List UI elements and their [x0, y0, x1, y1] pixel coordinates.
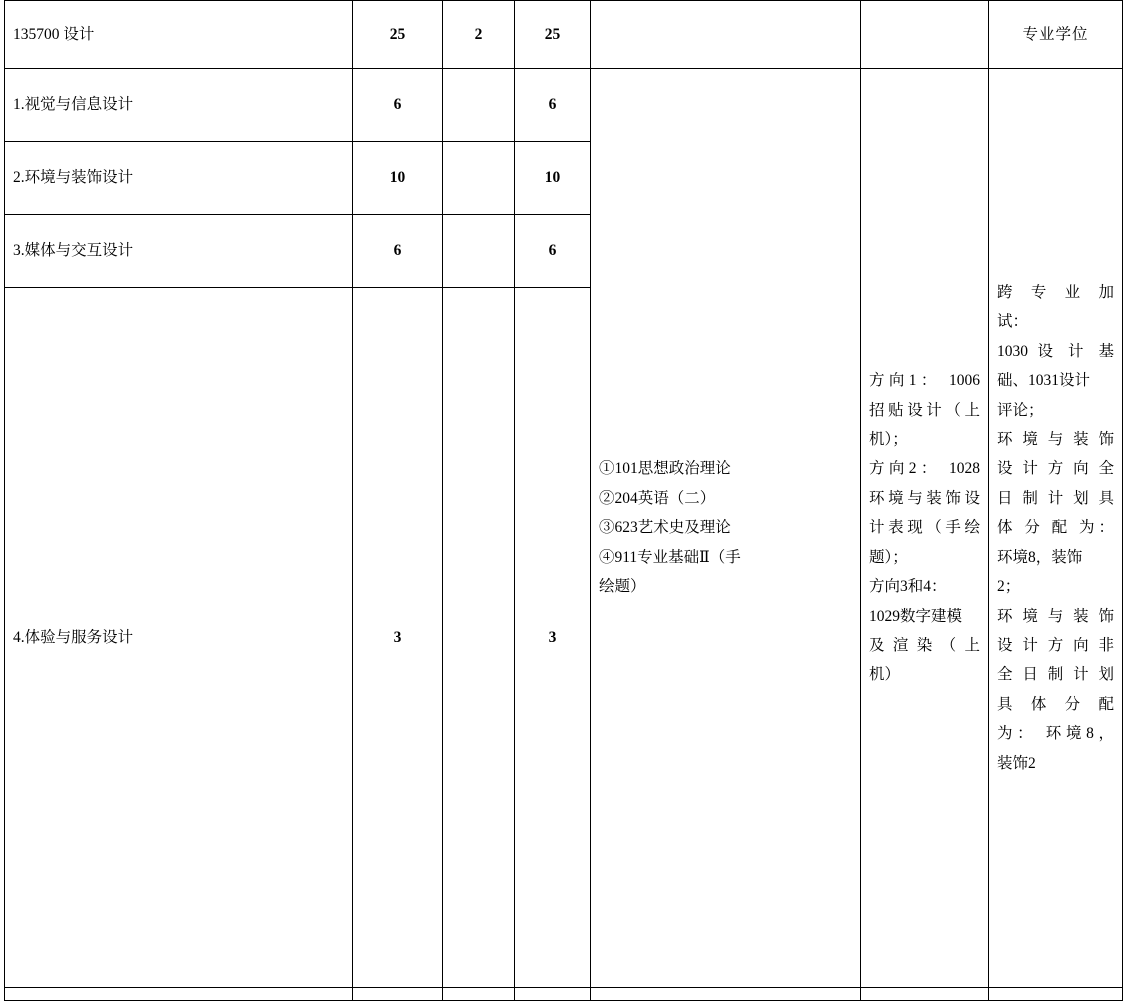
note-line-10: 环境8，装饰	[997, 548, 1083, 566]
direction-tuimian-2	[443, 142, 515, 215]
retest-line-5: 环境与装饰设	[869, 489, 980, 507]
note-line-17: 装饰2	[997, 754, 1036, 772]
next-row-exam-cell	[591, 988, 861, 1001]
note-line-6: 环 境 与 装 饰	[997, 430, 1114, 448]
retest-line-1: 方向1： 1006	[869, 372, 980, 390]
next-row-plan-cell	[515, 988, 591, 1001]
note-line-13: 设 计 方 向 非	[997, 637, 1114, 655]
retest-line-3: 机）；	[869, 430, 908, 448]
table-row-partial	[5, 988, 1123, 1001]
note-line-14: 全 日 制 计 划	[997, 666, 1114, 684]
exam-subject-line-3: ③623艺术史及理论	[599, 519, 731, 537]
retest-line-7: 题）；	[869, 548, 908, 566]
exam-subject-line-5: 绘题）	[599, 578, 646, 596]
direction-plan-1: 6	[515, 69, 591, 142]
direction-plan-4: 3	[515, 288, 591, 988]
retest-line-2: 招贴设计（上	[869, 401, 980, 419]
note-line-5: 评论；	[997, 401, 1044, 419]
note-line-1: 跨 专 业 加	[997, 283, 1114, 301]
direction-tuimian-4	[443, 288, 515, 988]
note-line-4: 础、1031设计	[997, 372, 1091, 390]
major-total-count: 25	[353, 1, 443, 69]
direction-tuimian-3	[443, 215, 515, 288]
table-row	[5, 69, 1123, 142]
direction-name-3: 3.媒体与交互设计	[5, 215, 353, 288]
note-line-12: 环 境 与 装 饰	[997, 607, 1114, 625]
exam-subject-line-1: ①101思想政治理论	[599, 460, 731, 478]
notes-cell	[989, 69, 1123, 988]
note-line-7: 设 计 方 向 全	[997, 460, 1114, 478]
admissions-table	[4, 0, 1123, 1001]
retest-line-11: 机）	[869, 666, 901, 684]
note-line-11: 2；	[997, 578, 1021, 596]
retest-line-6: 计表现（手绘	[869, 519, 980, 537]
retest-line-10: 及 渲 染 （ 上	[869, 637, 980, 655]
direction-name-4: 4.体验与服务设计	[5, 288, 353, 988]
degree-type-label: 专业学位	[989, 1, 1123, 69]
direction-plan-3: 6	[515, 215, 591, 288]
direction-total-1: 6	[353, 69, 443, 142]
exam-subjects-cell	[591, 69, 861, 988]
major-plan-count: 25	[515, 1, 591, 69]
table-row	[5, 1, 1123, 69]
next-row-total-cell	[353, 988, 443, 1001]
direction-tuimian-1	[443, 69, 515, 142]
note-line-16: 为： 环境8，	[997, 725, 1114, 743]
note-line-15: 具 体 分 配	[997, 695, 1114, 713]
direction-name-1: 1.视觉与信息设计	[5, 69, 353, 142]
direction-total-3: 6	[353, 215, 443, 288]
retest-line-8: 方向3和4：	[869, 578, 947, 596]
next-row-note-cell	[989, 988, 1123, 1001]
major-tuimian-count: 2	[443, 1, 515, 69]
next-row-major-cell	[5, 988, 353, 1001]
direction-total-2: 10	[353, 142, 443, 215]
direction-name-2: 2.环境与装饰设计	[5, 142, 353, 215]
retest-line-9: 1029数字建模	[869, 607, 963, 625]
next-row-tuimian-cell	[443, 988, 515, 1001]
note-line-3: 1030 设 计 基	[997, 342, 1114, 360]
retest-placeholder-cell	[861, 1, 989, 69]
exam-subject-line-2: ②204英语（二）	[599, 489, 716, 507]
major-code-name: 135700 设计	[5, 1, 353, 69]
exam-placeholder-cell	[591, 1, 861, 69]
direction-total-4: 3	[353, 288, 443, 988]
note-line-9: 体 分 配 为：	[997, 519, 1114, 537]
retest-subjects-cell	[861, 69, 989, 988]
note-line-2: 试：	[997, 313, 1029, 331]
direction-plan-2: 10	[515, 142, 591, 215]
exam-subject-line-4: ④911专业基础Ⅱ（手	[599, 548, 741, 566]
retest-line-4: 方向2： 1028	[869, 460, 980, 478]
note-line-8: 日 制 计 划 具	[997, 489, 1114, 507]
next-row-retest-cell	[861, 988, 989, 1001]
